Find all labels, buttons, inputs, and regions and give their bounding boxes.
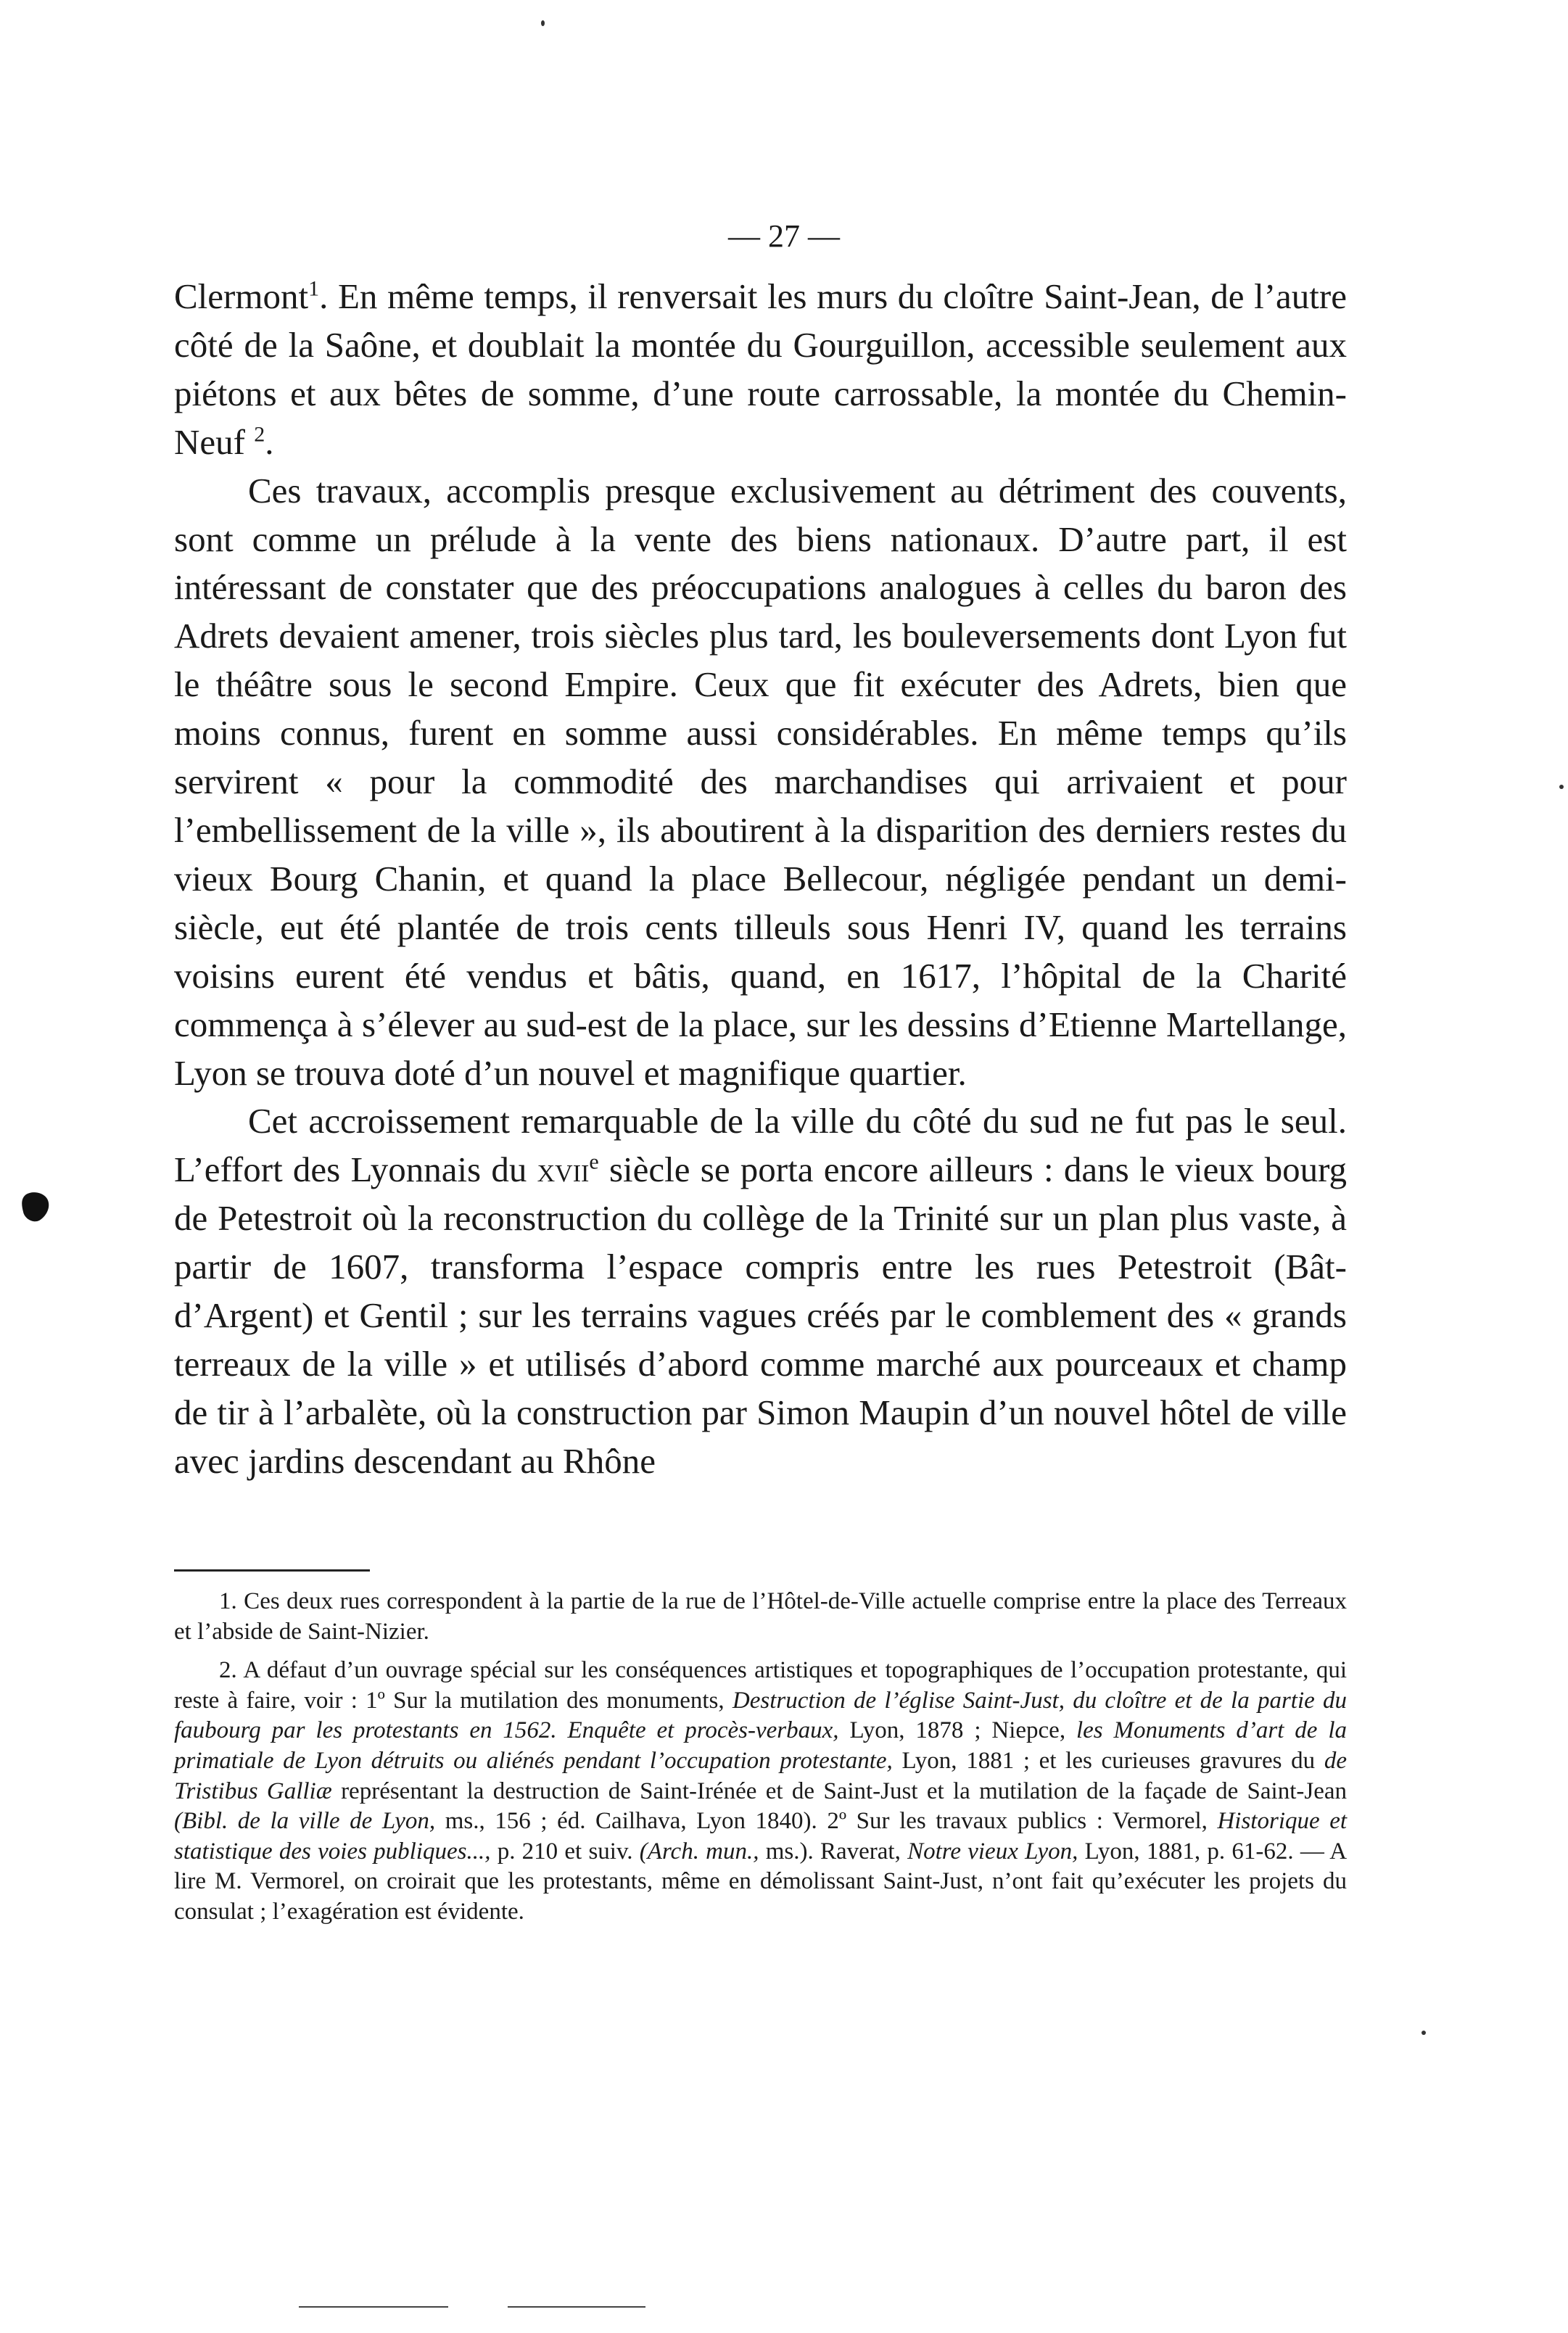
- footnote-2-part: Lyon, 1881, p. 61-62. — A lire M. Vermorel, on croirait que les protestants, même en démolissant Saint-Just, n’ont fait qu’exécuter les projets du consulat ; l’exagération est évidente.: [174, 1838, 1348, 1925]
- page-number: — 27 —: [728, 218, 840, 254]
- century-numeral: xvii: [537, 1149, 590, 1190]
- footnote-2-title-notre-vieux-lyon: Notre vieux Lyon,: [907, 1838, 1078, 1865]
- footnote-2-title-destruction: Destruction de l’église Saint-Just, du cloître et de la partie du faubourg par les protestants en 1562. Enquête et procès-verbaux,: [174, 1687, 1348, 1744]
- scan-speck: [541, 20, 545, 26]
- footnote-2-part: ms., 156 ; éd. Cailhava, Lyon 1840). 2º Sur les travaux publics : Vermorel,: [445, 1808, 1208, 1835]
- paragraph-1-text-a: Clermont: [174, 276, 309, 316]
- paragraph-2: Ces travaux, accomplis presque exclusivement au détriment des couvents, sont comme un prélude à la vente des biens nationaux. D’autre part, il est intéressant de constater que des préoccupations analogues à celles du baron des Adrets devaient amener, trois siècles plus tard, les bouleversements dont Lyon fut le théâtre sous le second Empire. Ceux que fit exécuter des Adrets, bien que moins connus, furent en somme aussi considérables. En même temps qu’ils servirent « pour la commodité des marchandises qui arrivaient et pour l’embellissement de la ville », ils aboutirent à la disparition des derniers restes du vieux Bourg Chanin, et quand la place Bellecour, négligée pendant un demi-siècle, eut été plantée de trois cents tilleuls sous Henri IV, quand les terrains voisins eurent été vendus et bâtis, quand, en 1617, l’hôpital de la Charité commença à s’élever au sud-est de la place, sur les dessins d’Etienne Martellange, Lyon se trouva doté d’un nouvel et magnifique quartier.: [174, 470, 1347, 1093]
- footnote-2-part: ms.). Raverat,: [765, 1838, 901, 1865]
- footnote-2-title-tristibus: de Tristibus Galliæ: [174, 1747, 1347, 1804]
- footnote-2-part: représentant la destruction de Saint-Irénée et de Saint-Just et la mutilation de la façade de Saint-Jean: [341, 1777, 1347, 1804]
- footnote-divider: [174, 1569, 370, 1572]
- paragraph-1-text-b: . En même temps, il renversait les murs du cloître Saint-Jean, de l’autre côté de la Saône, et doublait la montée du Gourguillon, accessible seulement aux piétons et aux bêtes de somme, d’une route carrossable, la montée du Chemin-Neuf: [174, 276, 1347, 462]
- footnote-2-part: Lyon, 1878 ; Niepce,: [849, 1717, 1066, 1744]
- footnote-2-arch: (Arch. mun.,: [639, 1838, 759, 1865]
- footnote-1: 1. Ces deux rues correspondent à la partie de la rue de l’Hôtel-de-Ville actuelle comprise entre la place des Terreaux et l’abside de Saint-Nizier.: [174, 1588, 1347, 1645]
- footnote-2-part: p. 210 et suiv.: [497, 1838, 633, 1865]
- scan-speck: [1559, 785, 1564, 789]
- bottom-edge-line: [508, 2306, 645, 2308]
- footnote-2-bibl: (Bibl. de la ville de Lyon,: [174, 1808, 436, 1835]
- main-text: [174, 273, 1347, 1486]
- footnotes: [174, 1587, 1347, 1936]
- paragraph-3-text-b: siècle se porta encore ailleurs : dans le vieux bourg de Petestroit où la reconstruction du collège de la Trinité sur un plan plus vaste, à partir de 1607, transforma l’espace compris entre les rues Petestroit (Bât-d’Argent) et Gentil ; sur les terrains vagues créés par le comblement des « grands terreaux de la ville » et utilisés d’abord comme marché aux pourceaux et champ de tir à l’arbalète, où la construction par Simon Maupin d’un nouvel hôtel de ville avec jardins descendant au Rhône: [174, 1149, 1348, 1481]
- footnote-ref-2: 2: [254, 422, 265, 447]
- footnote-2-title-monuments: les Monuments d’art de la primatiale de Lyon détruits ou aliénés pendant l’occupation protestante,: [174, 1717, 1348, 1774]
- bottom-edge-line: [299, 2306, 448, 2308]
- footnote-2-part: 2. A défaut d’un ouvrage spécial sur les conséquences artistiques et topographiques de l’occupation protestante, qui reste à faire, voir : 1º Sur la mutilation des monuments,: [174, 1657, 1347, 1714]
- paragraph-1-text-c: .: [265, 421, 274, 462]
- century-superscript: e: [589, 1149, 599, 1174]
- paragraph-1: [174, 273, 1347, 467]
- footnote-2-part: Lyon, 1881 ; et les curieuses gravures du: [901, 1747, 1316, 1774]
- paragraph-3-text-a: Cet accroissement remarquable de la ville du côté du sud ne fut pas le seul. L’effort des Lyonnais du: [174, 1101, 1347, 1190]
- footnote-ref-1: 1: [308, 276, 320, 301]
- paragraph-3: [174, 1097, 1347, 1485]
- ink-blot-mark: [20, 1190, 51, 1223]
- scan-speck: [1421, 2031, 1426, 2035]
- footnote-2: [174, 1656, 1347, 1927]
- footnote-2-title-historique: Historique et statistique des voies publiques...,: [174, 1808, 1348, 1865]
